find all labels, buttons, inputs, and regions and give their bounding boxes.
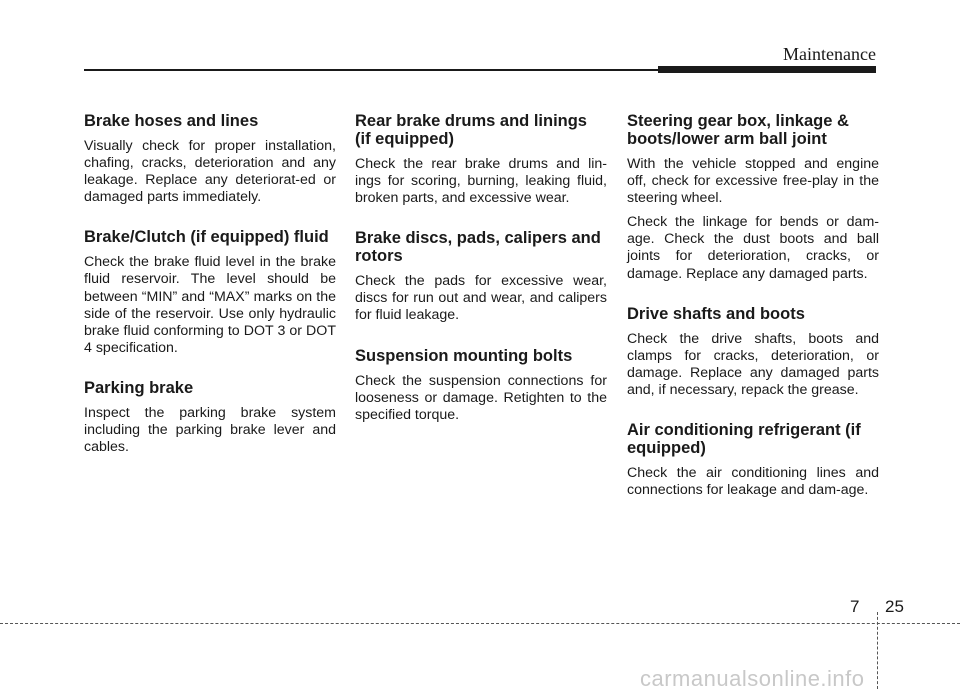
- section-heading: Brake discs, pads, calipers and rotors: [355, 229, 601, 266]
- section-brake-fluid: [84, 228, 336, 357]
- section-paragraph: Check the pads for excessive wear, discs for run out and wear, and calipers for fluid leakage.: [355, 273, 607, 324]
- section-heading: Rear brake drums and linings (if equipped): [355, 112, 587, 148]
- section-heading: Drive shafts and boots: [627, 304, 805, 323]
- section-heading: Parking brake: [84, 378, 194, 397]
- section-heading: Brake hoses and lines: [84, 112, 259, 130]
- section-paragraph: With the vehicle stopped and engine off, check for excessive free-play in the steering wheel.: [627, 156, 879, 207]
- section-paragraph: Check the brake fluid level in the brake fluid reservoir. The level should be between “MIN” and “MAX” marks on the side of the reservoir. Use only hydraulic brake fluid conforming to DOT 3 or DOT 4 specification.: [84, 254, 336, 356]
- column-1: [84, 112, 336, 478]
- section-paragraph: Visually check for proper installation, chafing, cracks, deterioration and any leakage. Replace any deteriorat-ed or damaged parts immediately.: [84, 138, 336, 206]
- footer-dashed-divider: [877, 612, 878, 689]
- section-steering-gear: [627, 112, 879, 283]
- section-paragraph: Check the drive shafts, boots and clamps for cracks, deterioration, or damage. Replace any damaged parts and, if necessary, repack the grease.: [627, 330, 879, 398]
- section-rear-brake-drums: [355, 112, 607, 207]
- section-drive-shafts: [627, 305, 879, 399]
- header-rule-thin: [84, 69, 660, 71]
- section-brake-discs: [355, 229, 607, 324]
- column-3: [627, 112, 879, 521]
- watermark-text: carmanualsonline.info: [640, 666, 865, 691]
- section-parking-brake: [84, 379, 336, 456]
- page-number: 25: [885, 597, 904, 616]
- section-heading: Brake/Clutch (if equipped) fluid: [84, 228, 329, 247]
- section-heading: Air conditioning refrigerant (if equipped): [627, 421, 861, 458]
- header-rule-thick: [658, 66, 876, 73]
- section-paragraph: Check the linkage for bends or dam-age. Check the dust boots and ball joints for deterioration, cracks, or damage. Replace any damaged parts.: [627, 214, 879, 282]
- section-heading: Suspension mounting bolts: [355, 346, 573, 365]
- chapter-number: 7: [850, 597, 860, 616]
- section-brake-hoses: [84, 112, 336, 206]
- section-paragraph: Check the rear brake drums and lin-ings for scoring, burning, leaking fluid, broken parts, and excessive wear.: [355, 156, 607, 207]
- section-heading: Steering gear box, linkage & boots/lower arm ball joint: [627, 112, 849, 148]
- page-header-title: Maintenance: [783, 44, 876, 64]
- section-paragraph: Check the air conditioning lines and connections for leakage and dam-age.: [627, 465, 879, 499]
- footer-dashed-rule: [0, 623, 960, 624]
- column-2: [355, 112, 607, 446]
- section-suspension-bolts: [355, 347, 607, 424]
- section-paragraph: Check the suspension connections for looseness or damage. Retighten to the specified torque.: [355, 372, 607, 423]
- section-air-conditioning: [627, 421, 879, 499]
- section-paragraph: Inspect the parking brake system including the parking brake lever and cables.: [84, 404, 336, 456]
